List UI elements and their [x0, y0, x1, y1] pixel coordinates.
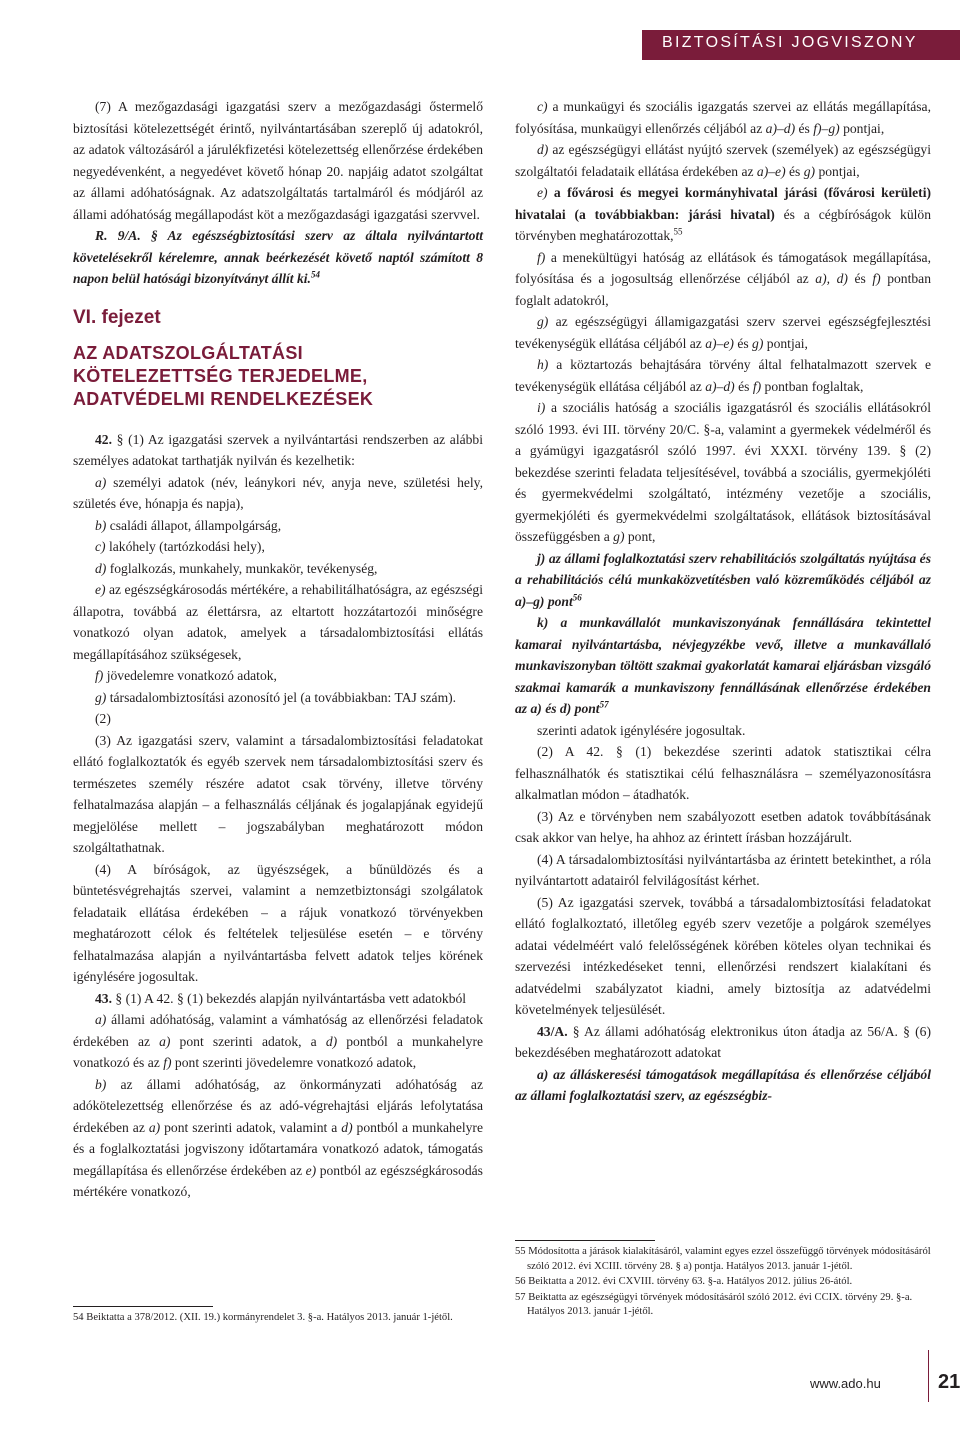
section-43-item-f: f) a menekültügyi hatóság az ellátások és támogatások megállapítása, folyósítása és a jogosultság ellenőrzése céljából az a), d) és f) pontban foglalt adatokról,: [515, 249, 932, 308]
paragraph-5-right: (5) Az igazgatási szervek, továbbá a társadalombiztosítási feladatokat ellátó foglalkoztató, illetőleg egyéb szerv vezetője a polgárok személyes adatai védelméért való felelősségének körében köteles olyan technikai és szervezési intézkedéseket tenni, ellenőrzési rendszert kialakítani és adatvédelmi szabályzatot kiadni, amely biztosítja az adatvédelmi követelmények teljesülését.: [515, 894, 931, 1017]
footnote-54: 54 Beiktatta a 378/2012. (XII. 19.) kormányrendelet 3. §-a. Hatályos 2013. január 1-jétől.: [73, 1312, 453, 1323]
footnote-ref-57[interactable]: 57: [599, 699, 609, 710]
section-43-item-e: e) a fővárosi és megyei kormányhivatal járási (fővárosi kerületi) hivatalai (a továbbiakban: járási hivatal) és a cégbíróságok külön törvényben meghatározottak,$^{55}$: [515, 185, 931, 243]
paragraph-4-right: (4) A társadalombiztosítási nyilvántartásba az érintett betekinthet, a róla nyilvántartott adatairól felvilágosítást kérhet.: [515, 851, 931, 888]
section-43-item-a: a) állami adóhatóság, valamint a vámhatóság az ellenőrzési feladatok érdekében az a) pont szerinti adatok, a d) pontból a munkahelyre vonatkozó és az f) pont szerinti jövedelemre vonatkozó adatok,: [73, 1012, 483, 1070]
section-43-item-c: c) a munkaügyi és szociális igazgatás szervei az ellátás megállapítása, folyósítása, munkaügyi ellenőrzés céljából az a)–d) és f)–g) pontjai,: [515, 99, 931, 136]
paragraph-3-right: (3) Az e törvényben nem szabályozott esetben adatok továbbításának csak akkor van helye, ha ahhoz az érintett írásban hozzájárult.: [515, 808, 931, 845]
list-item-e: e) az egészségkárosodás mértékére, a rehabilitálhatóságra, az egészségi állapotra, továbbá az élettársra, az eltartott hozzátartozói minőségre vonatkozó olyan adatok, amelyek a társadalombiztosítási ellátás megállapításához szükségesek,: [73, 582, 483, 662]
chapter-title-line: ADATVÉDELMI RENDELKEZÉSEK: [73, 388, 374, 409]
list-item-b: b) családi állapot, állampolgárság,: [95, 517, 282, 533]
section-42-intro: 42. § (1) Az igazgatási szervek a nyilvántartási rendszerben az alábbi személyes adatokat tarthatják nyilván és kezelhetik:: [73, 431, 483, 468]
chapter-title-line: KÖTELEZETTSÉG TERJEDELME,: [73, 365, 368, 386]
paragraph-2: (2): [95, 711, 111, 726]
section-43-tail: szerinti adatok igénylésére jogosultak.: [537, 722, 746, 738]
list-item-f: f) jövedelemre vonatkozó adatok,: [95, 668, 277, 683]
footer-website-link[interactable]: www.ado.hu: [810, 1376, 881, 1391]
list-item-g: g) társadalombiztosítási azonosító jel (a továbbiakban: TAJ szám).: [95, 689, 457, 705]
footnotes-right: [515, 1240, 931, 1321]
footnote-ref-56[interactable]: 56: [572, 591, 582, 602]
section-r9a: R. 9/A. § Az egészségbiztosítási szerv az általa nyilvántartott követelésekről kérelemre, annak beérkezését követő naptól számított 8 napon belül hatósági bizonyítványt állít ki.$^{54}$: [73, 228, 483, 286]
running-header-title: BIZTOSÍTÁSI JOGVISZONY: [662, 34, 918, 51]
section-43-intro: 43. § (1) A 42. § (1) bekezdés alapján nyilvántartásba vett adatokból: [95, 990, 467, 1006]
section-43a-item-a: a) az álláskeresési támogatások megállapítása és ellenőrzése céljából az állami foglalkoztatási szerv, az egészségbiz-: [515, 1066, 931, 1103]
section-43-item-h: h) a köztartozás behajtására törvény által felhatalmazott szervek e tevékenységük ellátása céljából az a)–d) és f) pontban foglaltak,: [515, 357, 931, 394]
footnote-56: 56 Beiktatta a 2012. évi CXVIII. törvény 63. §-a. Hatályos 2012. július 26-ától.: [515, 1276, 853, 1287]
list-item-a: a) személyi adatok (név, leánykori név, anyja neve, születési hely, születés éve, hónapja és napja),: [73, 474, 483, 511]
list-item-c: c) lakóhely (tartózkodási hely),: [95, 539, 265, 554]
footnote-57: 57 Beiktatta az egészségügyi törvények módosításáról szóló 2012. évi CCIX. törvény 29. §-a. Hatályos 2013. január 1-jétől.: [515, 1291, 913, 1317]
paragraph-7: (7) A mezőgazdasági igazgatási szerv a mezőgazdasági őstermelő biztosítási kötelezettségét érintő, nyilvántartásában szereplő új adatokról, az adatok változásáról a járulékfizetési kötelezettség ellenőrzése érdekében negyedévenként, a negyedévet követő hónap 20. napjáig adatot szolgáltat az állami adóhatóságnak. Az adatszolgáltatás tartalmáról és módjáról az állami adóhatóság megállapodást köt a mezőgazdasági igazgatási szervvel.: [73, 99, 483, 222]
footer-divider: [928, 1350, 929, 1402]
section-43-item-i: i) a szociális hatóság a szociális igazgatásról és szociális ellátásokról szóló 1993. évi III. törvény 20/C. §-a, valamint a gyermekek védelméről és a gyámügyi igazgatásról szóló 1997. évi XXXI. törvény 139. § (2) bekezdése szerinti feladata teljesítésével, továbbá a szociális, gyermekjóléti és gyermekvédelmi szolgáltató, intézmény vezetője a szociális, gyermekjóléti és gyermekvédelmi szolgáltatások, ellátások biztosításával összefüggésben a g) pont,: [515, 400, 931, 544]
paragraph-3: (3) Az igazgatási szerv, valamint a társadalombiztosítási feladatokat ellátó foglalkoztatók és egyéb szervek nem társadalombiztosítási szerv és természetes személy részére adatot csak törvény, illetve törvény felhatalmazása alapján – a felhasználás céljának és jogalapjának egyidejű megjelölése mellett – jogszabályban meghatározott módon szolgáltathatnak.: [73, 732, 483, 855]
paragraph-2-right: (2) A 42. § (1) bekezdése szerinti adatok statisztikai célra felhasználhatók és statisztikai célú felhasználásra – személyazonosításra alkalmatlan módon – átadhatók.: [515, 744, 931, 802]
section-43-item-d: d) az egészségügyi ellátást nyújtó szervek (személyek) az egészségügyi szolgáltatói feladataik ellátása érdekében az a)–e) és g) pontjai,: [515, 142, 931, 179]
footnote-55: 55 Módosította a járások kialakításáról, valamint egyes ezzel összefüggő törvények módosításáról szóló 2012. évi XCIII. törvény 28. § a) pontja. Hatályos 2013. január 1-jétől.: [515, 1246, 931, 1272]
footnote-ref-54[interactable]: 54: [310, 269, 320, 280]
list-item-d: d) foglalkozás, munkahely, munkakör, tevékenység,: [95, 560, 378, 576]
right-column: [515, 96, 931, 1107]
paragraph-4: (4) A bíróságok, az ügyészségek, a bűnüldözés és a büntetésvégrehajtás szervei, valamint a nemzetbiztonsági szolgálatok feladataik ellátása érdekében – a rájuk vonatkozó törvényekben meghatározott célok és feltételek teljesülése esetén – e törvény felhatalmazása alapján a nyilvántartásba felvett adatok teljes körének igénylésére jogosultak.: [73, 861, 483, 984]
section-43-item-b: b) az állami adóhatóság, az önkormányzati adóhatóság az adókötelezettség ellenőrzése és az adó-végrehajtási eljárás lefolytatása érdekében az a) pont szerinti adatok, valamint a d) pontból a munkahelyre és a foglalkoztatási jogviszony időtartamára vonatkozó adatok, támogatás megállapítása és ellenőrzése érdekében az e) pontból az egészségkárosodás mértékére vonatkozó,: [73, 1076, 483, 1199]
section-43-item-j: j) az állami foglalkoztatási szerv rehabilitációs szolgáltatás nyújtása és a rehabilitációs célú munkaközvetítésben való közreműködés céljából az a)–g) pont$^{56}$: [515, 550, 931, 609]
footnote-divider: [515, 1240, 655, 1241]
footnotes-left: [73, 1306, 485, 1327]
chapter-title-line: AZ ADATSZOLGÁLTATÁSI: [73, 342, 303, 363]
section-43-item-k: k) a munkavállalót munkaviszonyának fennállására tekintettel kamarai nyilvántartásba, névjegyzékbe vevő, illetve a munkavállaló munkaviszonyban töltött szakmai gyakorlatát kamarai eljárásban vizsgáló szakmai kamarák a munkaviszony fennállásának ellenőrzése érdekében az a) és d) pont$^{57}$: [515, 615, 931, 716]
chapter-number: VI. fejezet: [73, 306, 161, 328]
footnote-ref-55[interactable]: 55: [673, 226, 683, 237]
page-number: 21: [938, 1371, 960, 1393]
section-43-item-g: g) az egészségügyi államigazgatási szerv szervei egészségfejlesztési tevékenységük ellátása céljából az a)–e) és g) pontjai,: [515, 314, 931, 351]
chapter-title: [73, 342, 483, 411]
footnote-divider: [73, 1306, 213, 1307]
section-43a-intro: 43/A. § Az állami adóhatóság elektronikus úton átadja az 56/A. § (6) bekezdésében meghatározott adatokat: [515, 1023, 931, 1060]
left-column: [73, 96, 483, 1203]
